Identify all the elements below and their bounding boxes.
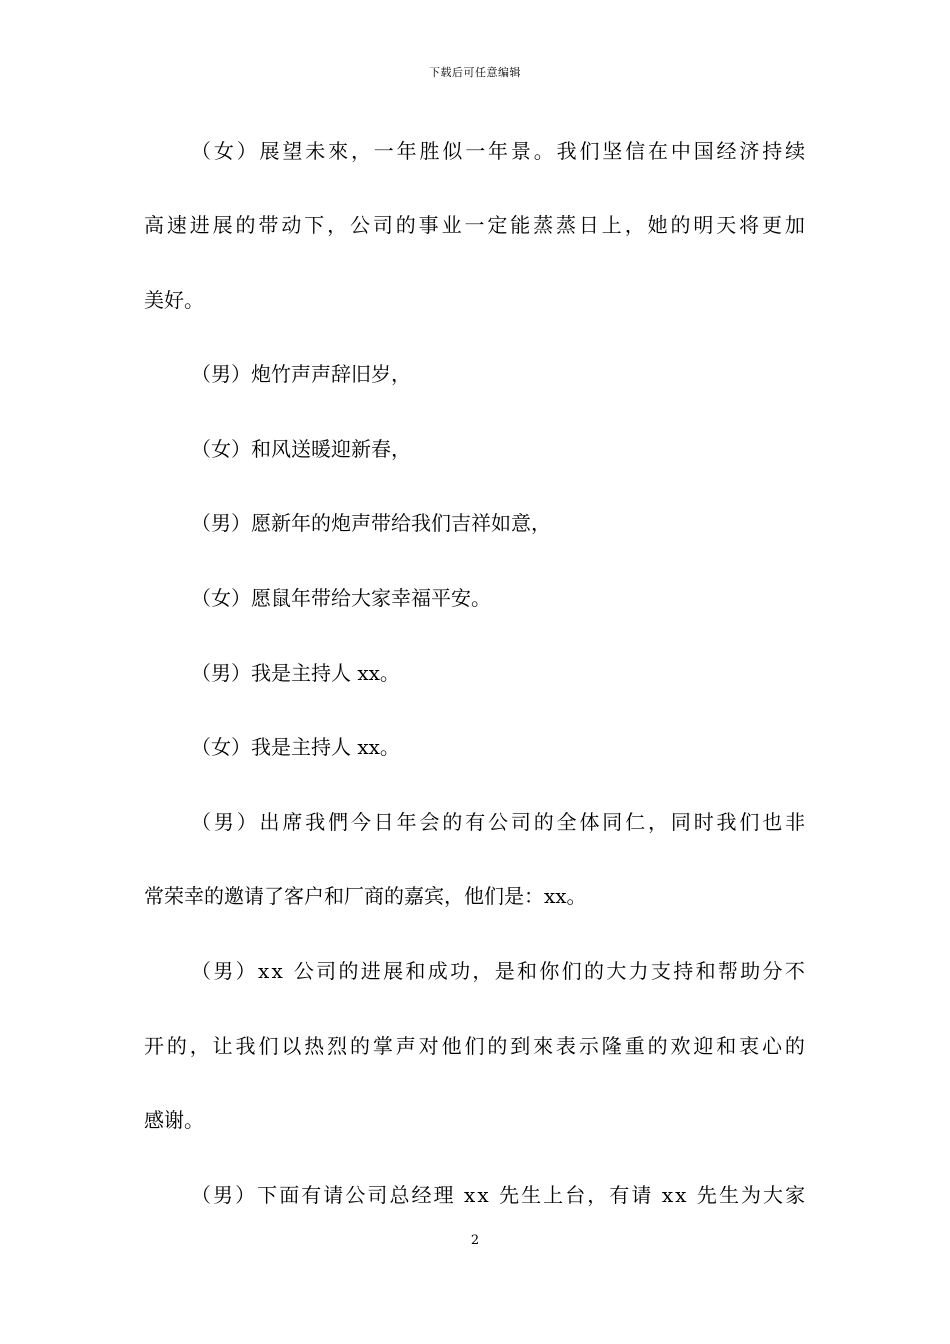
paragraph-line: （男）出席我們今日年会的有公司的全体同仁，同时我们也非	[191, 810, 808, 834]
paragraph-line: （女）愿鼠年带给大家幸福平安。	[191, 586, 491, 610]
paragraph-line: （男）炮竹声声辞旧岁，	[191, 362, 411, 386]
paragraph-line: 高速进展的带动下，公司的事业一定能蒸蒸日上，她的明天将更加	[144, 213, 808, 237]
paragraph-line: （男）愿新年的炮声带给我们吉祥如意，	[191, 511, 551, 535]
paragraph-line: 开的，让我们以热烈的掌声对他们的到來表示隆重的欢迎和衷心的	[144, 1034, 808, 1058]
paragraph-line: （女）展望未來，一年胜似一年景。我们坚信在中国经济持续	[191, 139, 808, 163]
paragraph-line: 美好。	[144, 288, 204, 312]
paragraph-line: （男）我是主持人 xx。	[191, 661, 400, 685]
page-number: 2	[470, 1233, 480, 1248]
paragraph-line: （女）我是主持人 xx。	[191, 735, 400, 759]
paragraph-line: （男）下面有请公司总经理 xx 先生上台，有请 xx 先生为大家	[191, 1183, 808, 1207]
paragraph-line: 感谢。	[144, 1108, 204, 1132]
paragraph-line: 常荣幸的邀请了客户和厂商的嘉宾，他们是：xx。	[144, 884, 587, 908]
page-header: 下载后可任意编辑	[429, 66, 521, 79]
paragraph-line: （女）和风送暖迎新春，	[191, 437, 411, 461]
paragraph-line: （男）xx 公司的进展和成功，是和你们的大力支持和帮助分不	[191, 959, 808, 983]
